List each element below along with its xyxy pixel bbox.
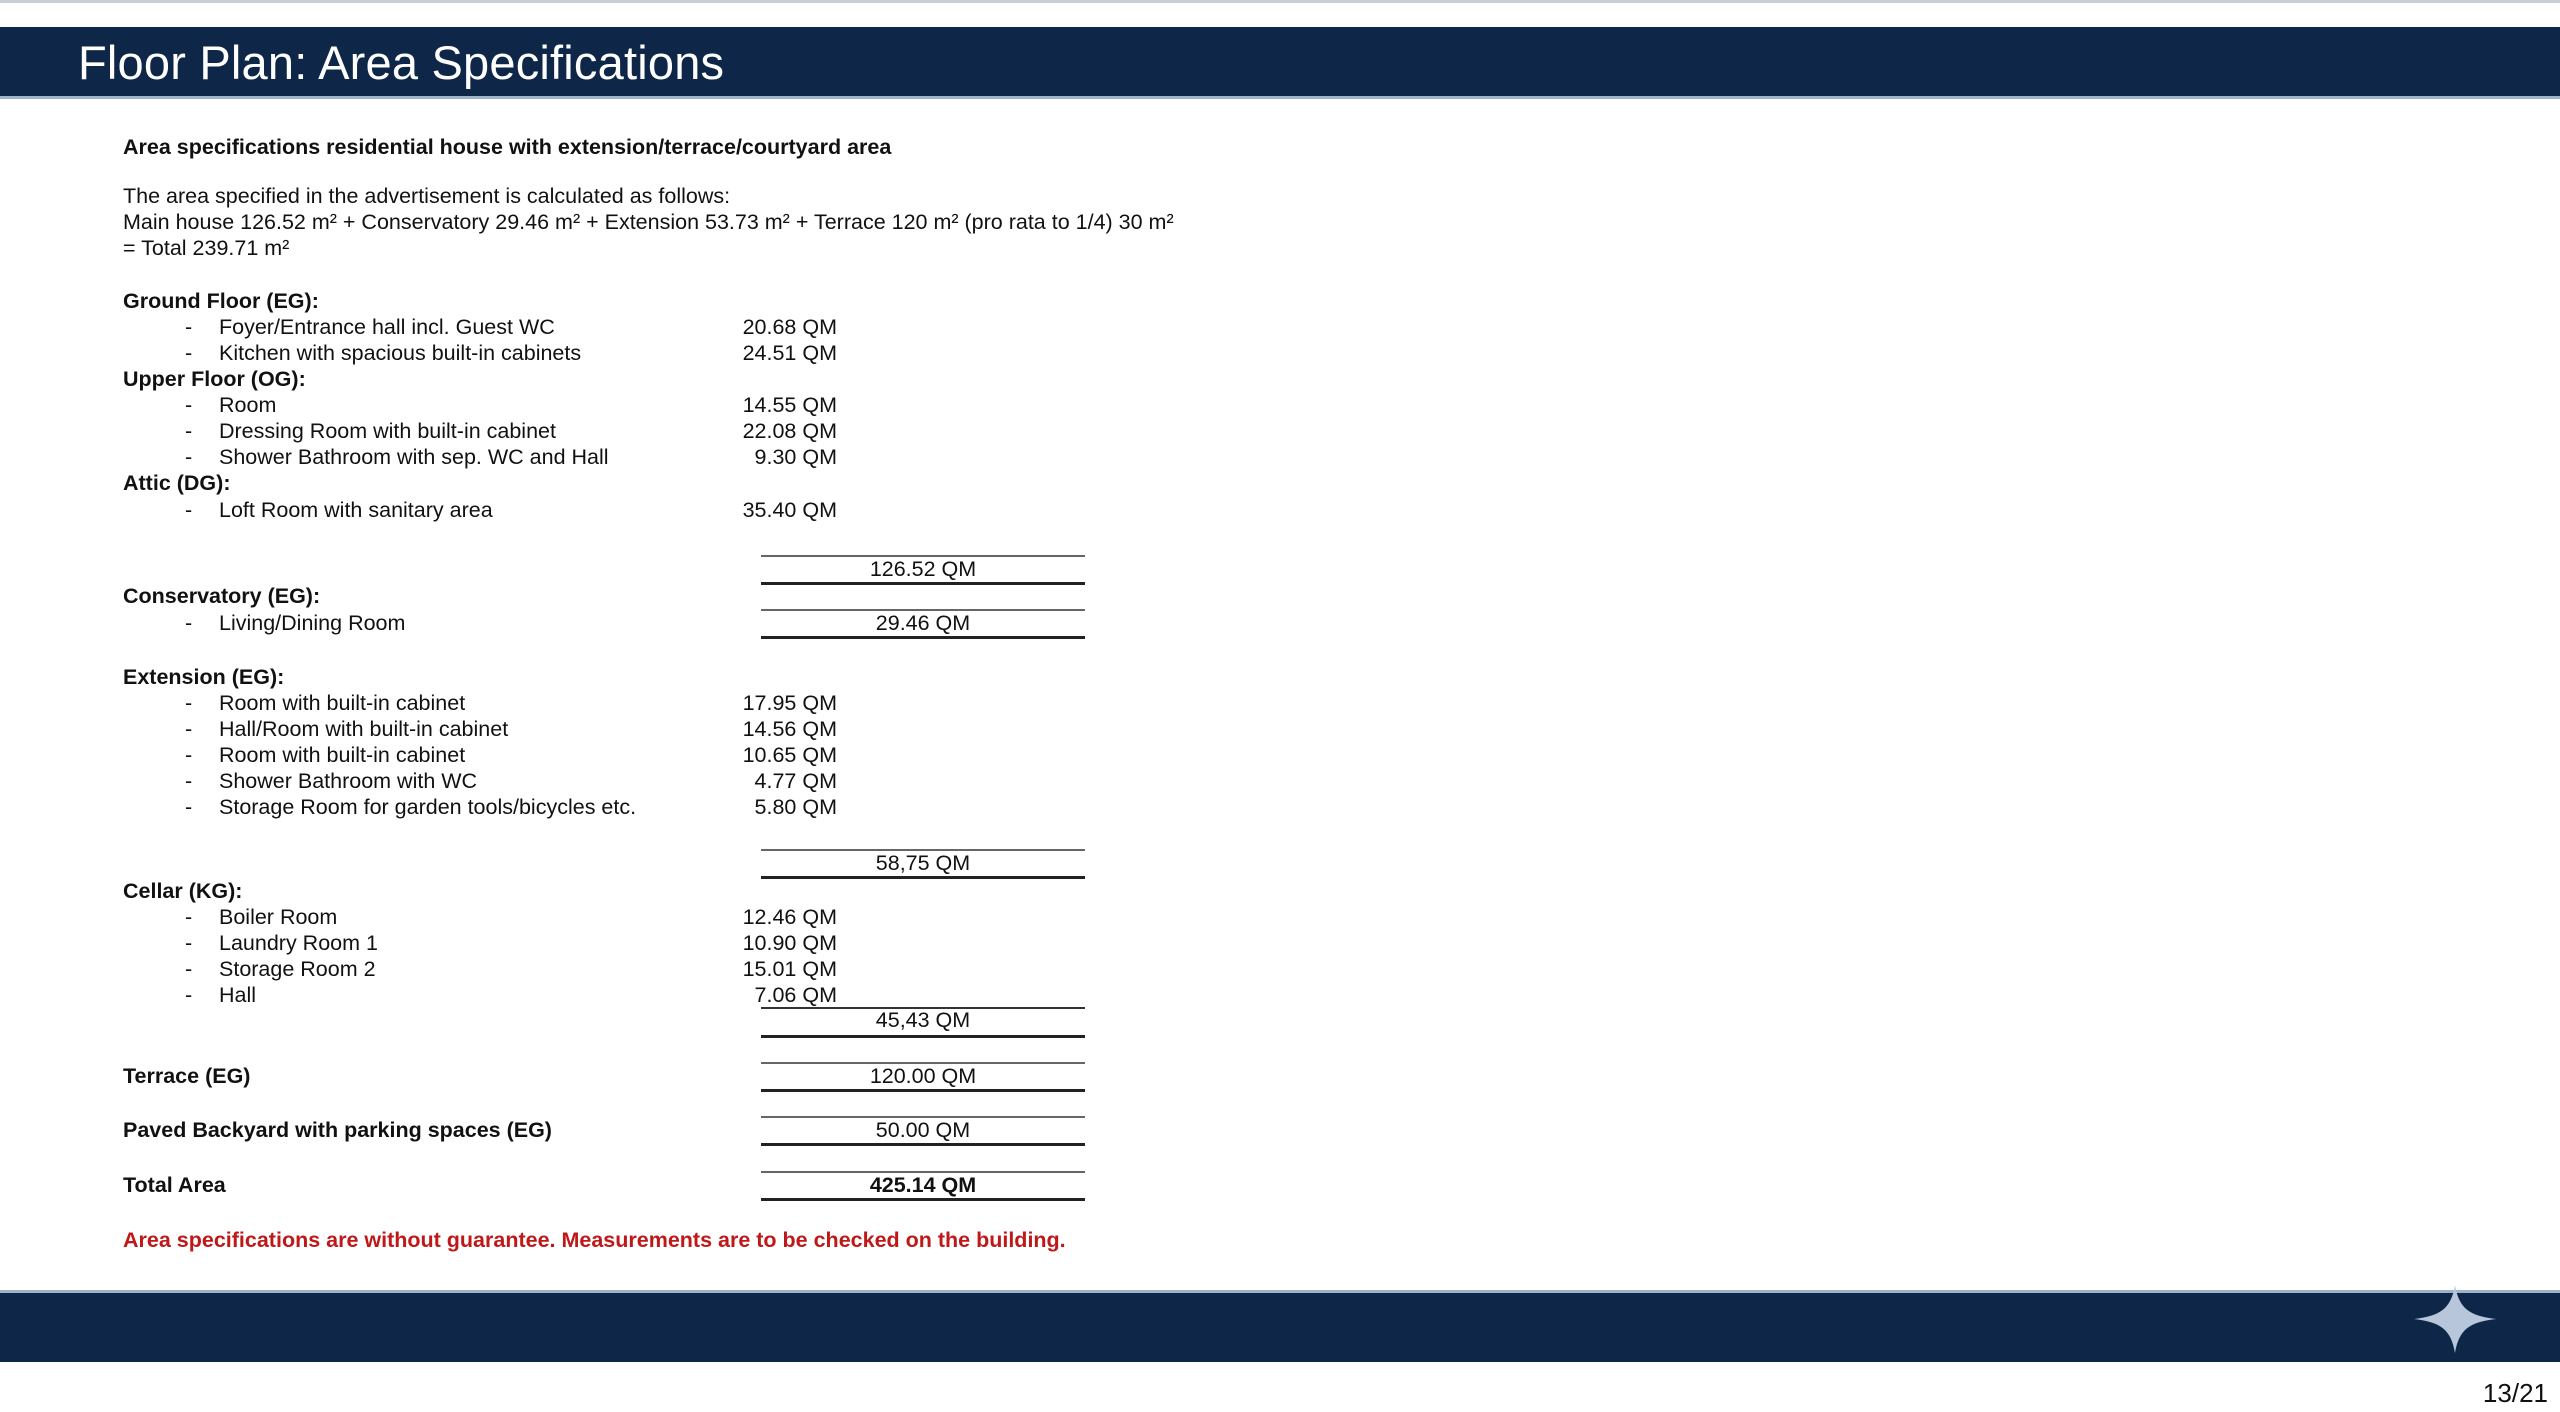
item-value: 17.95 QM [742, 691, 837, 715]
intro-heading: Area specifications residential house with extension/terrace/courtyard area [123, 135, 892, 159]
intro-line-1: The area specified in the advertisement is calculated as follows: [123, 184, 731, 208]
extension-subtotal: 58,75 QM [761, 849, 1085, 879]
item-value: 4.77 QM [754, 769, 837, 793]
list-dash: - [185, 717, 193, 741]
item-label: Shower Bathroom with WC [219, 769, 478, 793]
item-label: Laundry Room 1 [219, 931, 378, 955]
ground-floor-heading: Ground Floor (EG): [123, 289, 319, 313]
item-value: 7.06 QM [754, 983, 837, 1007]
item-label: Room with built-in cabinet [219, 743, 466, 767]
list-dash: - [185, 795, 193, 819]
item-value: 10.90 QM [742, 931, 837, 955]
list-dash: - [185, 315, 193, 339]
main-house-subtotal: 126.52 QM [761, 555, 1085, 585]
item-label: Kitchen with spacious built-in cabinets [219, 341, 582, 365]
item-value: 22.08 QM [742, 419, 837, 443]
footer-bar [0, 1290, 2560, 1362]
list-dash: - [185, 691, 193, 715]
item-label: Shower Bathroom with sep. WC and Hall [219, 445, 609, 469]
cellar-heading: Cellar (KG): [123, 879, 243, 903]
item-label: Room [219, 393, 277, 417]
backyard-value: 50.00 QM [761, 1116, 1085, 1146]
item-label: Storage Room for garden tools/bicycles etc. [219, 795, 637, 819]
page-title: Floor Plan: Area Specifications [78, 36, 725, 89]
list-dash: - [185, 743, 193, 767]
terrace-value: 120.00 QM [761, 1062, 1085, 1092]
total-area-label: Total Area [123, 1173, 226, 1197]
terrace-label: Terrace (EG) [123, 1064, 251, 1088]
extension-heading: Extension (EG): [123, 665, 285, 689]
item-label: Hall [219, 983, 257, 1007]
list-dash: - [185, 769, 193, 793]
list-dash: - [185, 957, 193, 981]
list-dash: - [185, 931, 193, 955]
intro-line-3: = Total 239.71 m² [123, 236, 290, 260]
item-value: 35.40 QM [742, 498, 837, 522]
item-label: Foyer/Entrance hall incl. Guest WC [219, 315, 555, 339]
disclaimer-text: Area specifications are without guarantee. Measurements are to be checked on the building. [123, 1228, 1066, 1252]
item-value: 14.56 QM [742, 717, 837, 741]
attic-heading: Attic (DG): [123, 471, 231, 495]
item-label: Dressing Room with built-in cabinet [219, 419, 556, 443]
item-label: Storage Room 2 [219, 957, 376, 981]
item-value: 20.68 QM [742, 315, 837, 339]
item-value: 15.01 QM [742, 957, 837, 981]
backyard-label: Paved Backyard with parking spaces (EG) [123, 1118, 552, 1142]
item-value: 12.46 QM [742, 905, 837, 929]
item-value: 10.65 QM [742, 743, 837, 767]
item-value: 14.55 QM [742, 393, 837, 417]
list-dash: - [185, 419, 193, 443]
item-value: 9.30 QM [754, 445, 837, 469]
item-label: Loft Room with sanitary area [219, 498, 493, 522]
list-dash: - [185, 445, 193, 469]
page-number: 13/21 [2482, 1378, 2548, 1408]
list-dash: - [185, 498, 193, 522]
four-point-star-icon [2412, 1283, 2498, 1355]
item-value: 24.51 QM [742, 341, 837, 365]
item-label: Boiler Room [219, 905, 338, 929]
cellar-subtotal: 45,43 QM [761, 1008, 1085, 1038]
upper-floor-heading: Upper Floor (OG): [123, 367, 306, 391]
top-rule [0, 0, 2560, 3]
total-area-value: 425.14 QM [761, 1171, 1085, 1201]
conservatory-subtotal: 29.46 QM [761, 609, 1085, 639]
item-label: Living/Dining Room [219, 611, 406, 635]
intro-line-2: Main house 126.52 m² + Conservatory 29.46 m² + Extension 53.73 m² + Terrace 120 m² (pro rata to 1/4) 30 m² [123, 210, 1174, 234]
list-dash: - [185, 393, 193, 417]
conservatory-heading: Conservatory (EG): [123, 584, 321, 608]
item-label: Room with built-in cabinet [219, 691, 466, 715]
list-dash: - [185, 611, 193, 635]
item-value: 5.80 QM [754, 795, 837, 819]
header-bar [0, 27, 2560, 99]
list-dash: - [185, 905, 193, 929]
list-dash: - [185, 341, 193, 365]
list-dash: - [185, 983, 193, 1007]
item-label: Hall/Room with built-in cabinet [219, 717, 509, 741]
